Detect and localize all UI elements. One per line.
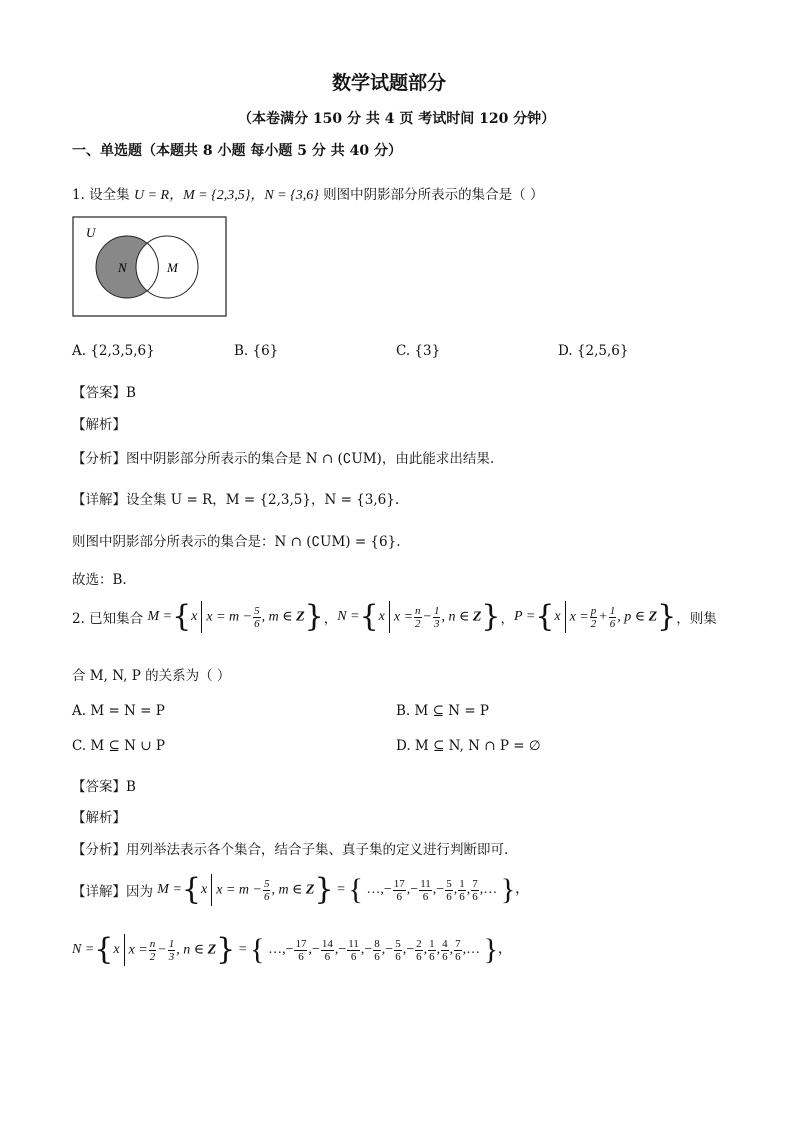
venn-diagram	[72, 216, 228, 318]
brace-right: }	[304, 599, 324, 634]
q2-option-b: B. M ⊆ N = P	[396, 703, 490, 719]
q2-answer: 【答案】B	[72, 779, 136, 795]
q2-n-lhs: N =	[337, 609, 360, 624]
q2-n-cond: x = $\frac{n}{2}$ − $\frac{1}{3}$ , n ∈ Z	[393, 604, 482, 630]
q2-fenxi: 【分析】用列举法表示各个集合，结合子集、真子集的定义进行判断即可.	[72, 842, 509, 858]
u-label: U	[86, 225, 96, 240]
m-label: M	[167, 260, 178, 275]
q2-prefix: 2. 已知集合	[72, 611, 144, 627]
q2-analysis-tag: 【解析】	[72, 810, 126, 826]
q1-answer: 【答案】B	[72, 385, 136, 401]
section-heading: 一、单选题（本题共 8 小题 每小题 5 分 共 40 分）	[72, 143, 402, 159]
q1-sets: U = R，M = {2,3,5}，N = {3,6}	[133, 188, 319, 203]
q1-choice: 故选：B.	[72, 572, 127, 588]
exam-info: （本卷满分 150 分 共 4 页 考试时间 120 分钟）	[238, 111, 556, 127]
q2-p-cond: x = $\frac{p}{2}$ + $\frac{1}{6}$ , p ∈ Z	[569, 604, 658, 630]
m-enumeration: { …,− $\frac{17}{6}$ ,− $\frac{11}{6}$ ,− $\frac{5}{6}$ , $\frac{1}{6}$ , $\frac{7}{6}$ ,… }，	[348, 873, 530, 906]
q2-p-lhs: P =	[514, 609, 536, 624]
brace-left: {	[172, 599, 192, 634]
q2-xiangjie-line1: 【详解】因为 M = { x x = m − $\frac{5}{6}$ , m ∈ Z } = { …,− $\frac{17}{6}$ ,− $\frac{11}{6}$ ,− $\frac{5}{6}$ , $\frac{1}{6}$ , $\frac{7}{6}$ ,… }，	[72, 872, 530, 907]
q1-prefix: 1. 设全集	[72, 187, 130, 203]
q1-option-d: D. {2,5,6}	[558, 343, 629, 359]
q2-m-lhs: M =	[147, 609, 173, 624]
q1-suffix: 则图中阴影部分所表示的集合是（ ）	[323, 187, 544, 203]
page-title: 数学试题部分	[332, 72, 447, 94]
q1-analysis-tag: 【解析】	[72, 417, 126, 433]
q2-xiangjie-line2: N = { x x = $\frac{n}{2}$ − $\frac{1}{3}$ , n ∈ Z } = { …,− $\frac{17}{6}$ ,− $\frac{14}{6}$ ,− $\frac{11}{6}$ ,− $\frac{8}{6}$ ,− $\frac{5}{6}$ ,− $\frac{2}{6}$ , $\frac{1}{6}$ , $\frac{4}{6}$ , $\frac{7}{6}$ ,… }，	[72, 932, 513, 967]
q2-m-x: x	[191, 609, 198, 624]
q1-option-c: C. {3}	[396, 343, 441, 359]
q1-option-b: B. {6}	[234, 343, 279, 359]
q1-option-a: A. {2,3,5,6}	[72, 343, 155, 359]
q2-option-d: D. M ⊆ N, N ∩ P = ∅	[396, 738, 541, 754]
q1-fenxi: 【分析】图中阴影部分所表示的集合是 N ∩ (∁UM)，由此能求出结果.	[72, 451, 495, 467]
q2-m-cond: x = m − $\frac{5}{6}$ , m ∈ Z	[206, 604, 305, 630]
q2-stem-line2: 合 M, N, P 的关系为（ ）	[72, 668, 231, 684]
q2-option-a: A. M = N = P	[72, 703, 165, 719]
q1-result: 则图中阴影部分所表示的集合是：N ∩ (∁UM) = {6}.	[72, 534, 401, 550]
q2-tail: ，则集	[676, 611, 717, 627]
n-enumeration: { …,− $\frac{17}{6}$ ,− $\frac{14}{6}$ ,− $\frac{11}{6}$ ,− $\frac{8}{6}$ ,− $\frac{5}{6}$ ,− $\frac{2}{6}$ , $\frac{1}{6}$ , $\frac{4}{6}$ , $\frac{7}{6}$ ,… }，	[250, 933, 513, 966]
q1-xiangjie: 【详解】设全集 U = R，M = {2,3,5}，N = {3,6}.	[72, 492, 400, 508]
q2-option-c: C. M ⊆ N ∪ P	[72, 738, 165, 754]
q2-stem: 2. 已知集合 M = { x x = m − $\frac{5}{6}$ , m ∈ Z } ， N = { x x = $\frac{n}{2}$ − $\frac{1}{3}$ , n ∈ Z } ， P = { x x = $\frac{p}{2}$ + $\frac{1}{6}$ , p ∈ Z } ，则集	[72, 599, 717, 634]
q2-xiangjie-prefix: 【详解】因为	[72, 884, 153, 900]
q1-stem	[72, 183, 543, 204]
n-label: N	[118, 260, 127, 275]
